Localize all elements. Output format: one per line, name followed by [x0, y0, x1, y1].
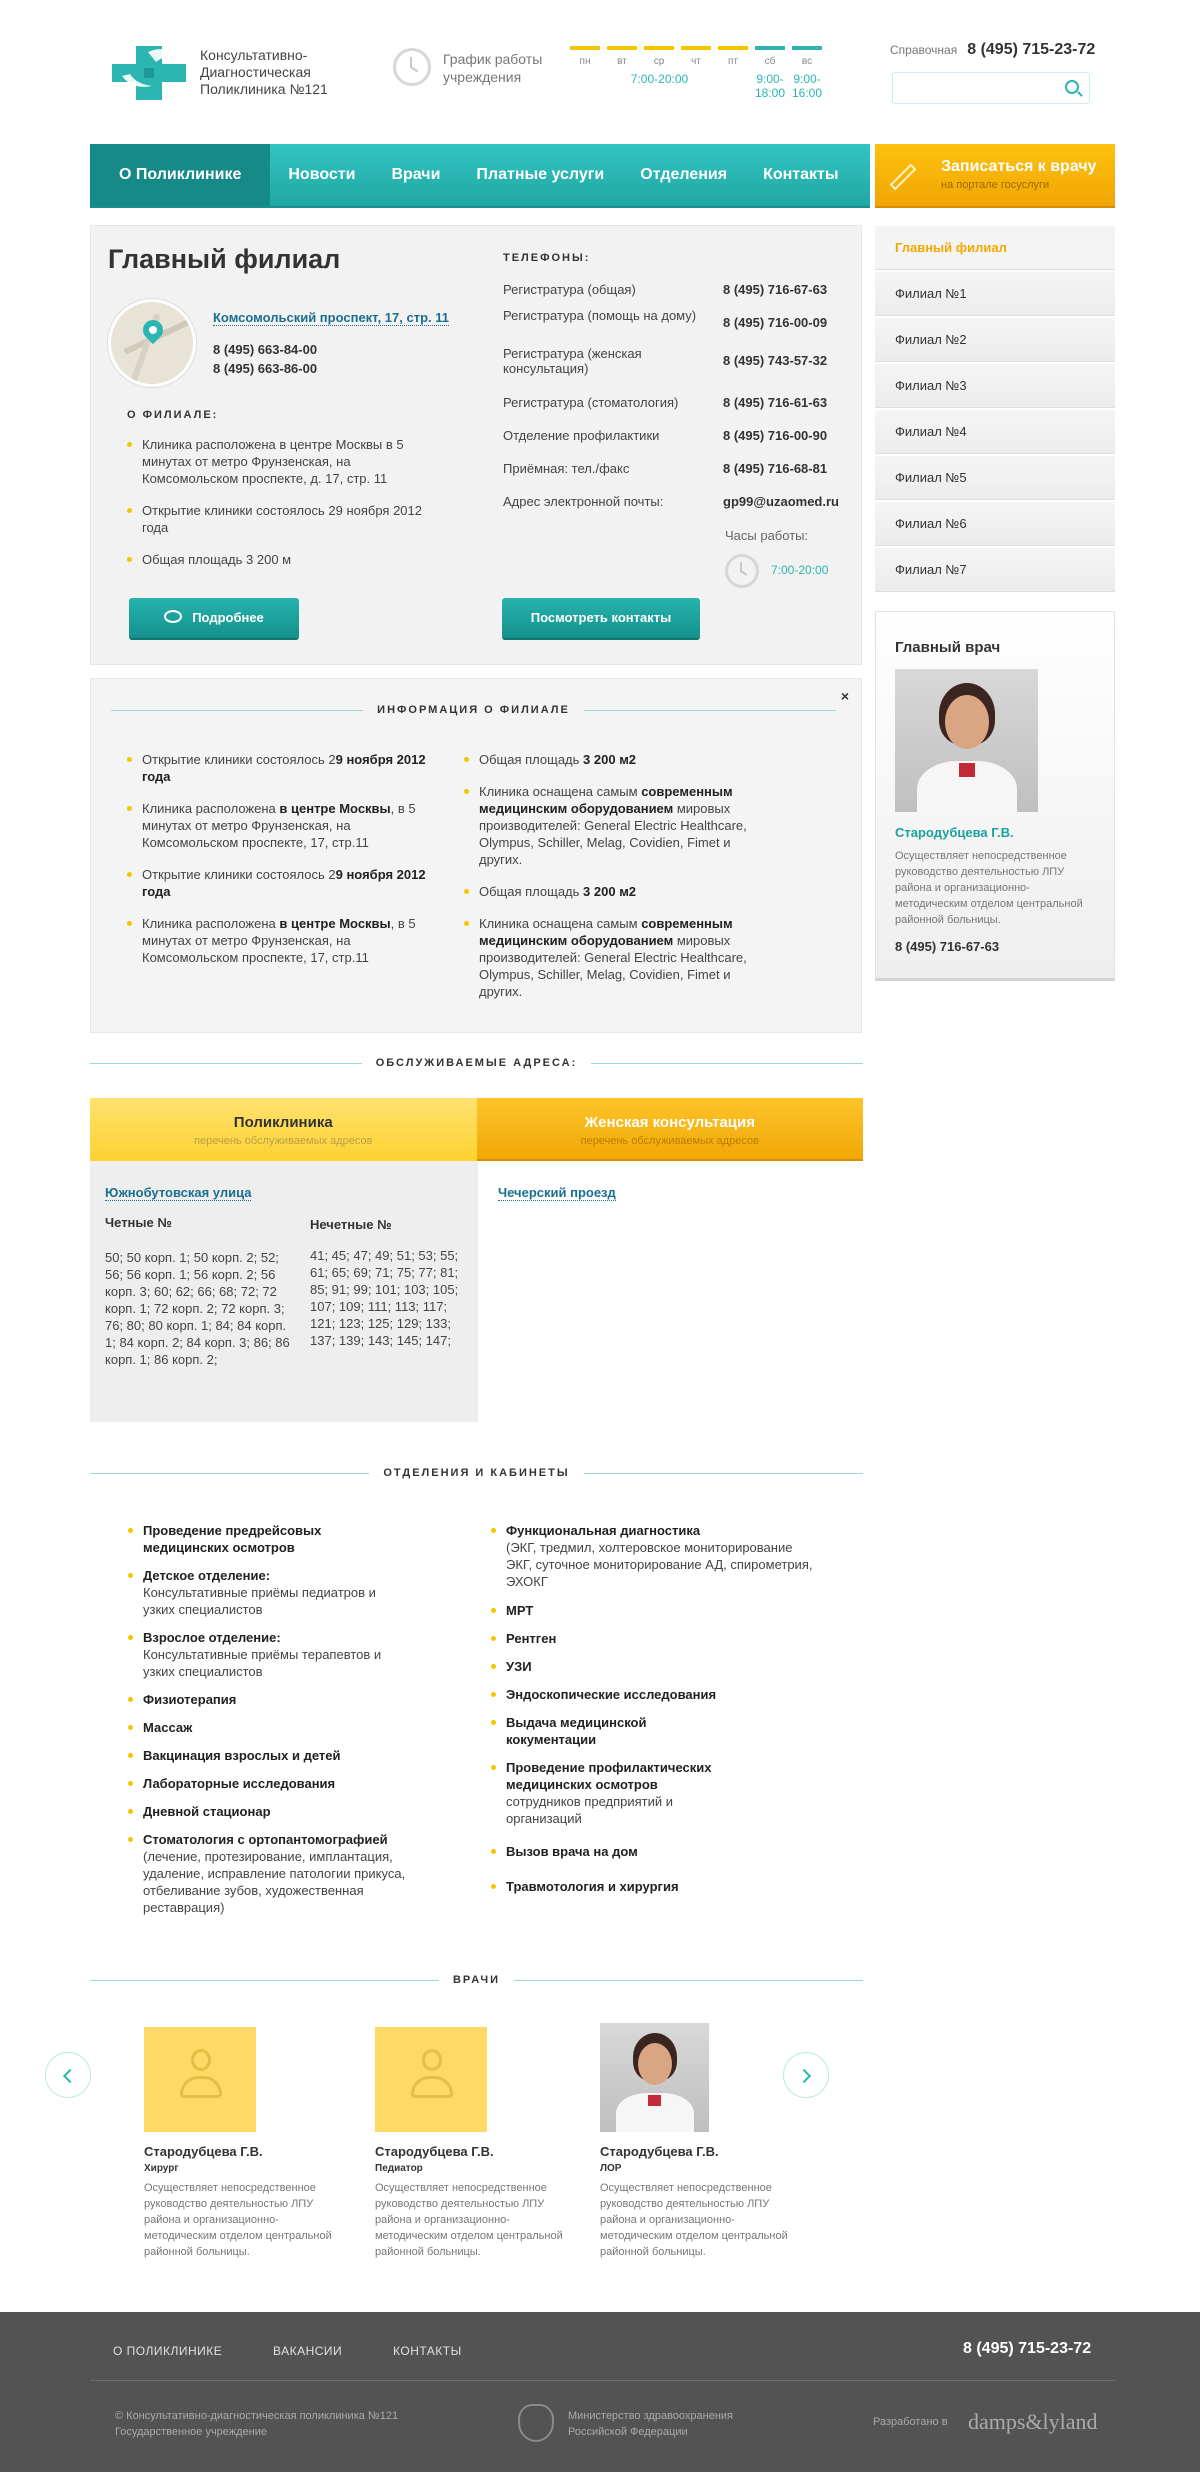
more-button[interactable]: Подробнее — [129, 598, 299, 638]
clock-icon — [725, 554, 759, 588]
addresses-tabs — [90, 1098, 863, 1161]
branch-item-2[interactable]: Филиал №2 — [875, 318, 1115, 362]
footer-ministry[interactable]: Министерство здравоохранения Российской Федерации — [568, 2410, 733, 2438]
polyclinic-addresses — [90, 1161, 478, 1422]
list-item[interactable]: Рентген — [491, 1630, 821, 1647]
map-pin-icon — [139, 316, 167, 344]
departments-list-right — [491, 1522, 821, 1906]
hours-value: 7:00-20:00 — [771, 563, 829, 577]
branch-address-link[interactable]: Комсомольский проспект, 17, стр. 11 — [213, 310, 449, 325]
week-days — [567, 46, 826, 67]
doctor-photo-placeholder — [375, 2027, 487, 2132]
search-input[interactable] — [892, 72, 1090, 104]
nav-contacts[interactable]: Контакты — [763, 166, 839, 183]
nav-doctors[interactable]: Врачи — [391, 166, 441, 183]
list-item: Клиника расположена в центре Москвы в 5 минутах от метро Фрунзенская, на Комсомольском проспекте, д. 17, стр. 11 — [127, 436, 427, 487]
about-caption: О ФИЛИАЛЕ: — [127, 409, 219, 421]
info-title: ИНФОРМАЦИЯ О ФИЛИАЛЕ — [111, 700, 836, 720]
branch-title: Главный филиал — [108, 244, 341, 274]
info-list-left — [127, 751, 432, 981]
branch-item-4[interactable]: Филиал №4 — [875, 410, 1115, 454]
chief-title: Главный врач — [895, 639, 1001, 656]
day-thu: чт — [678, 46, 714, 67]
addresses-title: ОБСЛУЖИВАЕМЫЕ АДРЕСА: — [90, 1053, 863, 1073]
doctor-photo — [600, 2023, 709, 2132]
list-item[interactable]: Проведение предрейсовых медицинских осмотров — [128, 1522, 408, 1556]
list-item[interactable]: Эндоскопические исследования — [491, 1686, 821, 1703]
chief-doctor-card — [875, 611, 1115, 981]
branch-panel: Главный филиал Комсомольский проспект, 17, стр. 11 8 (495) 663-84-00 8 (495) 663-86-00 О ФИЛИАЛЕ: Клиника расположена в центре Москвы в 5 минутах от метро Фрунзенская, на Комсомольском проспекте, д. 17, стр. 11 Открытие клиники состоялось 29 ноября 2012 года Общая площадь 3 200 м Подробнее ТЕЛЕФОНЫ: Регистратура (общая) 8 (495) 716-67-63 Регистратура (помощь на дому) 8 (495) 716-00-09 Регистратура (женская консультация) 8 (495) 743-57-32 Регистратура (стоматология) 8 (495) 716-61-63 Отделение профилактики 8 (495) 716-00-90 Приёмная: тел./факс 8 (495) 716-68-81 Адрес электронной почты: gp99@uzaomed.ru Часы работы: 7:00-20:00 Посмотреть контакты — [90, 225, 862, 665]
footer-link-vacancies[interactable]: ВАКАНСИИ — [273, 2344, 343, 2358]
main-nav — [90, 144, 870, 208]
list-item[interactable]: Травмотология и хирургия — [491, 1878, 821, 1895]
branch-item-7[interactable]: Филиал №7 — [875, 548, 1115, 592]
branch-item-main[interactable]: Главный филиал — [875, 226, 1115, 270]
chief-name[interactable]: Стародубцева Г.В. — [895, 825, 1014, 840]
developer-logo[interactable]: damps&lyland — [968, 2409, 1098, 2434]
clock-icon — [393, 48, 431, 86]
list-item[interactable]: Функциональная диагностика (ЭКГ, тредмил, холтеровское мониторирование ЭКГ, суточное мониторирование АД, спирометрия, ЭХОКГ — [491, 1522, 821, 1590]
departments-list-left — [128, 1522, 408, 1927]
day-mon: пн — [567, 46, 603, 67]
odd-numbers: 41; 45; 47; 49; 51; 53; 55; 61; 65; 69; 71; 75; 77; 81; 85; 91; 99; 101; 103; 105; 107; 109; 111; 113; 117; 121; 123; 125; 129; 133; 137; 139; 143; 145; 147; — [310, 1248, 459, 1348]
doctor-photo-placeholder — [144, 2027, 256, 2132]
chief-phone: 8 (495) 716-67-63 — [895, 939, 1000, 954]
list-item[interactable]: Массаж — [128, 1719, 408, 1736]
list-item: Общая площадь 3 200 м — [127, 551, 427, 568]
list-item: Клиника оснащена самым современным медицинским оборудованием мировых производителей: General Electric Healthcare, Olympus, Schiller, Melag, Covidien, Fimet и других. — [464, 915, 769, 1000]
branch-item-3[interactable]: Филиал №3 — [875, 364, 1115, 408]
doctor-card[interactable] — [144, 2027, 354, 2260]
footer-copyright: © Консультативно-диагностическая поликлиника №121 Государственное учреждение — [115, 2410, 399, 2438]
list-item[interactable]: Вызов врача на дом — [491, 1843, 821, 1860]
doctors-title: ВРАЧИ — [90, 1970, 863, 1990]
footer — [0, 2312, 1200, 2472]
list-item: Клиника оснащена самым современным медицинским оборудованием мировых производителей: General Electric Healthcare, Olympus, Schiller, Melag, Covidien, Fimet и других. — [464, 783, 769, 868]
tab-polyclinic[interactable]: Поликлиника перечень обслуживаемых адресов — [90, 1098, 477, 1161]
doctor-description: Осуществляет непосредственное руководство деятельностью ЛПУ района и организационно-методическим отделом центральной районной больницы. — [375, 2182, 563, 2258]
list-item: Открытие клиники состоялось 29 ноября 2012 года — [127, 751, 432, 785]
branch-phone-2: 8 (495) 663-86-00 — [213, 361, 318, 376]
doctor-specialty: ЛОР — [600, 2163, 622, 2174]
branch-list — [875, 226, 1115, 594]
carousel-prev-button[interactable] — [45, 2052, 91, 2098]
list-item[interactable]: Физиотерапия — [128, 1691, 408, 1708]
schedule — [393, 48, 558, 86]
schedule-label: График работы учреждения — [443, 51, 543, 85]
chief-photo[interactable] — [895, 669, 1038, 812]
list-item[interactable]: Вакцинация взрослых и детей — [128, 1747, 408, 1764]
list-item: Общая площадь 3 200 м2 — [464, 751, 769, 768]
day-fri: пт — [715, 46, 751, 67]
branch-item-5[interactable]: Филиал №5 — [875, 456, 1115, 500]
coat-of-arms-icon — [518, 2404, 554, 2442]
view-contacts-button[interactable]: Посмотреть контакты — [502, 598, 700, 638]
list-item: Клиника расположена в центре Москвы, в 5 минутах от метро Фрунзенская, на Комсомольском проспекте, 17, стр.11 — [127, 800, 432, 851]
branch-info-block — [90, 678, 862, 1033]
tab-womens-consultation[interactable]: Женская консультация перечень обслуживаемых адресов — [477, 1098, 864, 1161]
doctor-name[interactable]: Стародубцева Г.В. — [600, 2144, 719, 2159]
user-placeholder-icon — [411, 2049, 451, 2109]
doctor-name[interactable]: Стародубцева Г.В. — [144, 2144, 263, 2159]
search-icon[interactable] — [1065, 80, 1079, 94]
list-item: Открытие клиники состоялось 29 ноября 2012 года — [127, 502, 427, 536]
list-item[interactable]: МРТ — [491, 1602, 821, 1619]
day-sat: сб — [752, 46, 788, 67]
nav-about[interactable]: О Поликлинике — [90, 144, 270, 206]
branch-phone-1: 8 (495) 663-84-00 — [213, 342, 318, 357]
list-item[interactable]: Стоматология с ортопантомографией (лечение, протезирование, имплантация, удаление, исправление патологии прикуса, отбеливание зубов, художественная реставрация) — [128, 1831, 408, 1916]
even-numbers: 50; 50 корп. 1; 50 корп. 2; 52; 56; 56 корп. 1; 56 корп. 2; 56 корп. 3; 60; 62; 66; 68; 72; 72 корп. 1; 72 корп. 2; 72 корп. 3; 76; 80; 80 корп. 1; 84; 84 корп. 1; 84 корп. 2; 84 корп. 3; 86; 86 корп. 1; 86 корп. 2; — [105, 1250, 290, 1367]
day-sun: вс — [789, 46, 825, 67]
footer-phone[interactable]: 8 (495) 715-23-72 — [963, 2340, 1092, 2357]
list-item: Открытие клиники состоялось 29 ноября 2012 года — [127, 866, 432, 900]
helpline-phone[interactable]: 8 (495) 715-23-72 — [967, 41, 1096, 58]
departments-title: ОТДЕЛЕНИЯ И КАБИНЕТЫ — [90, 1463, 863, 1483]
street-link[interactable]: Чечерский проезд — [498, 1185, 616, 1200]
map-thumbnail[interactable] — [108, 299, 196, 387]
list-item[interactable]: Лабораторные исследования — [128, 1775, 408, 1792]
phones-caption: ТЕЛЕФОНЫ: — [503, 252, 591, 264]
user-placeholder-icon — [180, 2049, 220, 2109]
doctor-card[interactable] — [600, 2023, 810, 2260]
odd-label: Нечетные № — [310, 1217, 392, 1232]
weekday-hours: 7:00-20:00 — [630, 72, 689, 86]
doctor-name[interactable]: Стародубцева Г.В. — [375, 2144, 494, 2159]
nav-paid-services[interactable]: Платные услуги — [476, 166, 605, 183]
doctor-card[interactable] — [375, 2027, 585, 2260]
list-item[interactable]: Проведение профилактических медицинских осмотров сотрудников предприятий и организаций — [491, 1759, 731, 1827]
speech-bubble-icon — [164, 610, 182, 623]
helpline — [890, 41, 1095, 59]
signup-title: Записаться к врачу — [941, 158, 1097, 175]
list-item[interactable]: УЗИ — [491, 1658, 821, 1675]
nav-news[interactable]: Новости — [288, 166, 356, 183]
doctor-signup-button[interactable] — [875, 144, 1115, 208]
hours-label: Часы работы: — [725, 528, 809, 543]
doctor-specialty: Хирург — [144, 2163, 179, 2174]
street-link[interactable]: Южнобутовская улица — [105, 1185, 252, 1200]
chief-description: Осуществляет непосредственное руководство деятельностью ЛПУ района и организационно-методическим отделом центральной районной больницы. — [895, 850, 1083, 926]
footer-link-about[interactable]: О ПОЛИКЛИНИКЕ — [113, 2344, 223, 2358]
doctor-specialty: Педиатор — [375, 2163, 423, 2174]
signup-subtitle: на портале госуслуги — [941, 179, 1050, 191]
doctor-description: Осуществляет непосредственное руководство деятельностью ЛПУ района и организационно-методическим отделом центральной районной больницы. — [144, 2182, 332, 2258]
close-icon[interactable]: × — [840, 688, 849, 704]
medical-cross-logo-icon — [108, 42, 190, 102]
helpline-label: Справочная — [890, 43, 958, 57]
doctor-description: Осуществляет непосредственное руководство деятельностью ЛПУ района и организационно-методическим отделом центральной районной больницы. — [600, 2182, 788, 2258]
about-list — [127, 436, 427, 583]
day-wed: ср — [641, 46, 677, 67]
list-item[interactable]: Детское отделение: Консультативные приёмы педиатров и узких специалистов — [128, 1567, 408, 1618]
sunday-hours: 9:00-16:00 — [791, 72, 823, 100]
footer-developer-label: Разработано в — [873, 2416, 948, 2428]
logo[interactable] — [108, 42, 360, 102]
list-item[interactable]: Выдача медицинской кокументации — [491, 1714, 681, 1748]
footer-divider — [90, 2380, 1115, 2381]
day-tue: вт — [604, 46, 640, 67]
pencil-icon — [890, 164, 917, 191]
nav-departments[interactable]: Отделения — [640, 166, 728, 183]
list-item[interactable]: Взрослое отделение: Консультативные приёмы терапевтов и узких специалистов — [128, 1629, 408, 1680]
branch-item-1[interactable]: Филиал №1 — [875, 272, 1115, 316]
list-item[interactable]: Дневной стационар — [128, 1803, 408, 1820]
list-item: Общая площадь 3 200 м2 — [464, 883, 769, 900]
saturday-hours: 9:00-18:00 — [754, 72, 786, 100]
list-item: Клиника расположена в центре Москвы, в 5 минутах от метро Фрунзенская, на Комсомольском проспекте, 17, стр.11 — [127, 915, 432, 966]
logo-text: Консультативно-Диагностическая Поликлиника №121 — [200, 46, 328, 97]
info-list-right — [464, 751, 769, 1015]
header — [0, 0, 1200, 140]
even-label: Четные № — [105, 1215, 172, 1230]
footer-link-contacts[interactable]: КОНТАКТЫ — [393, 2344, 462, 2358]
branch-item-6[interactable]: Филиал №6 — [875, 502, 1115, 546]
